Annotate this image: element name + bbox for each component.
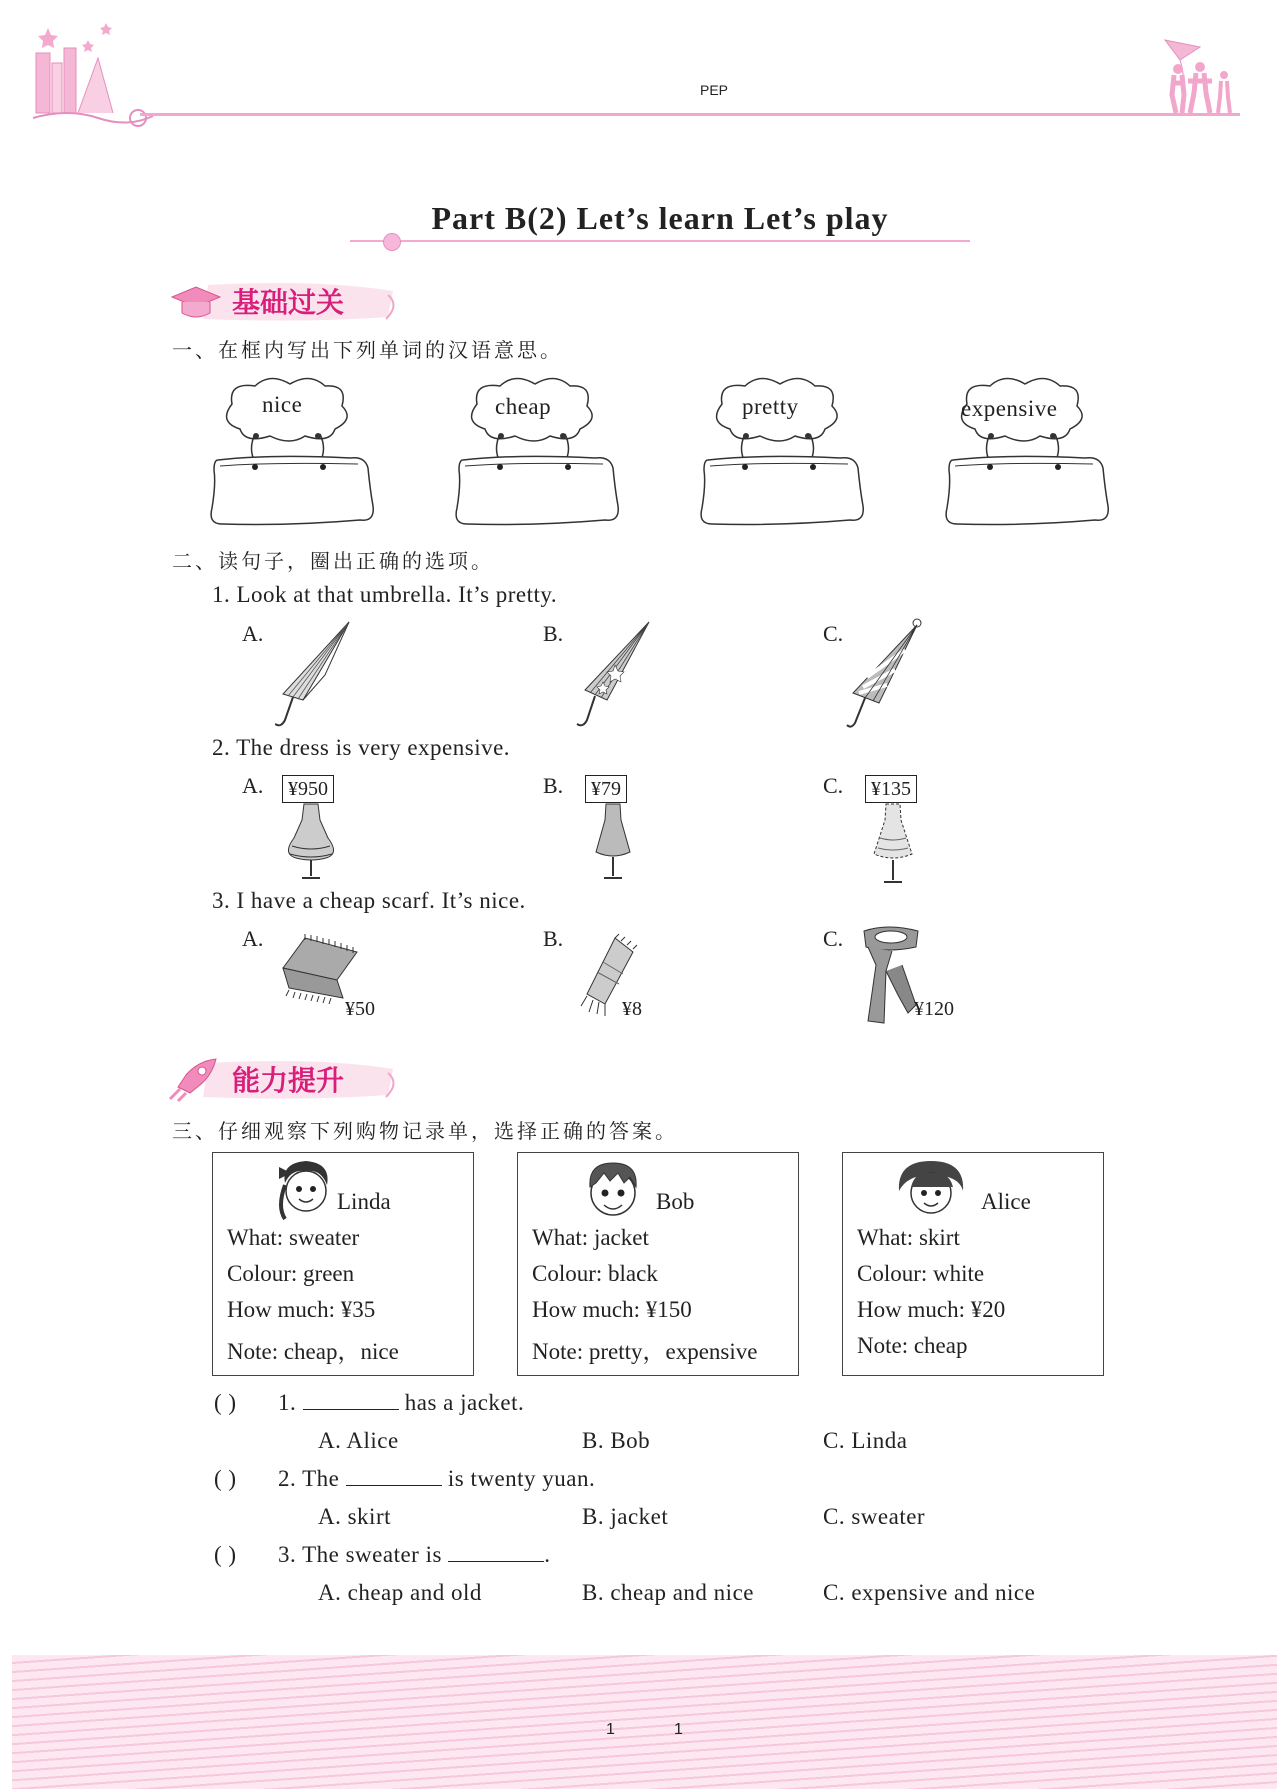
q2-heading: 二、读句子，圈出正确的选项。 — [172, 549, 494, 573]
choice-a[interactable]: A. skirt — [318, 1504, 391, 1529]
q2-sentence-1: 1. Look at that umbrella. It’s pretty. — [212, 582, 558, 607]
card-name: Alice — [981, 1189, 1031, 1214]
question-number: 2. — [278, 1466, 297, 1491]
scarf-price: ¥120 — [914, 998, 954, 1020]
section-advanced-title: 能力提升 — [232, 1064, 345, 1097]
choice-b[interactable]: B. Bob — [582, 1428, 651, 1453]
question-line-3 — [278, 1542, 550, 1568]
q2-sentence-3: 3. I have a cheap scarf. It’s nice. — [212, 888, 526, 913]
q1-heading: 一、在框内写出下列单词的汉语意思。 — [172, 338, 563, 362]
choice-b[interactable]: B. cheap and nice — [582, 1580, 754, 1605]
page-title: Part B(2) Let’s learn Let’s play — [431, 200, 889, 236]
question-number: 3. — [278, 1542, 297, 1567]
umbrella-striped-icon — [845, 615, 925, 735]
header-rule — [140, 113, 1240, 116]
question-line-2 — [278, 1466, 595, 1492]
question-post: is twenty yuan. — [447, 1466, 596, 1491]
dress-ruffled-icon — [278, 802, 344, 882]
choice-c[interactable]: C. Linda — [823, 1428, 908, 1453]
page-number-right: 1 — [674, 1721, 683, 1738]
word-label: nice — [262, 392, 303, 417]
card-name: Linda — [337, 1189, 391, 1214]
dress-lace-icon — [868, 802, 918, 886]
word-tag-nice — [210, 374, 380, 526]
section-basic-title: 基础过关 — [232, 286, 345, 319]
card-colour: Colour: white — [857, 1261, 985, 1286]
card-name: Bob — [656, 1189, 695, 1214]
shopping-card-bob — [517, 1152, 799, 1376]
option-b-label[interactable]: B. — [543, 773, 564, 798]
page-number-left: 1 — [606, 1721, 615, 1738]
option-c-label[interactable]: C. — [823, 926, 844, 951]
question-pre: The — [302, 1466, 340, 1491]
word-label: expensive — [961, 396, 1058, 421]
answer-paren[interactable]: ( ) — [214, 1466, 237, 1491]
q2-sentence-2: 2. The dress is very expensive. — [212, 735, 511, 760]
option-a-label[interactable]: A. — [242, 773, 264, 798]
option-a-label[interactable]: A. — [242, 926, 264, 951]
card-note: Note: pretty，expensive — [532, 1339, 758, 1364]
shopping-card-linda — [212, 1152, 474, 1376]
scarf-price: ¥8 — [622, 998, 642, 1020]
question-pre: The sweater is — [302, 1542, 442, 1567]
answer-paren[interactable]: ( ) — [214, 1542, 237, 1567]
scarf-price: ¥50 — [345, 998, 375, 1020]
boy-avatar-icon — [578, 1155, 648, 1225]
answer-paren[interactable]: ( ) — [214, 1390, 237, 1415]
option-b-label[interactable]: B. — [543, 621, 564, 646]
q3-heading: 三、仔细观察下列购物记录单，选择正确的答案。 — [172, 1119, 678, 1143]
title-dot — [383, 233, 401, 251]
card-colour: Colour: green — [227, 1261, 355, 1286]
card-what: What: skirt — [857, 1225, 960, 1250]
option-c-label[interactable]: C. — [823, 621, 844, 646]
umbrella-patterned-icon — [575, 620, 655, 730]
fill-blank[interactable] — [448, 1543, 544, 1562]
umbrella-plain-icon — [275, 620, 355, 730]
question-line-1 — [278, 1390, 524, 1416]
card-how-much: How much: ¥20 — [857, 1297, 1006, 1322]
header-label: PEP — [700, 82, 729, 98]
question-post: has a jacket. — [404, 1390, 525, 1415]
price-tag: ¥950 — [282, 775, 334, 803]
card-what: What: sweater — [227, 1225, 360, 1250]
word-label: cheap — [495, 394, 552, 419]
question-number: 1. — [278, 1390, 297, 1415]
option-c-label[interactable]: C. — [823, 773, 844, 798]
price-tag: ¥135 — [865, 775, 917, 803]
choice-c[interactable]: C. sweater — [823, 1504, 926, 1529]
word-tag-cheap — [455, 374, 625, 526]
dress-simple-icon — [588, 802, 638, 882]
girl-short-hair-avatar-icon — [893, 1157, 969, 1223]
title-underline — [350, 240, 970, 242]
card-note: Note: cheap，nice — [227, 1339, 399, 1364]
choice-a[interactable]: A. cheap and old — [318, 1580, 482, 1605]
choice-a[interactable]: A. Alice — [318, 1428, 399, 1453]
fill-blank[interactable] — [303, 1391, 399, 1410]
price-tag: ¥79 — [585, 775, 627, 803]
card-how-much: How much: ¥35 — [227, 1297, 376, 1322]
fill-blank[interactable] — [346, 1467, 442, 1486]
option-b-label[interactable]: B. — [543, 926, 564, 951]
choice-b[interactable]: B. jacket — [582, 1504, 669, 1529]
card-note: Note: cheap — [857, 1333, 968, 1358]
word-tag-pretty — [700, 374, 870, 526]
header-logo-decoration — [28, 18, 158, 133]
choice-c[interactable]: C. expensive and nice — [823, 1580, 1036, 1605]
word-label: pretty — [742, 394, 799, 419]
card-how-much: How much: ¥150 — [532, 1297, 692, 1322]
question-post: . — [544, 1542, 551, 1567]
children-kite-decoration — [1160, 35, 1240, 117]
word-tag-expensive — [945, 374, 1115, 526]
option-a-label[interactable]: A. — [242, 621, 264, 646]
girl-avatar-icon — [271, 1157, 341, 1223]
footer-stripes — [12, 1655, 1277, 1789]
card-what: What: jacket — [532, 1225, 649, 1250]
card-colour: Colour: black — [532, 1261, 658, 1286]
shopping-card-alice — [842, 1152, 1104, 1376]
